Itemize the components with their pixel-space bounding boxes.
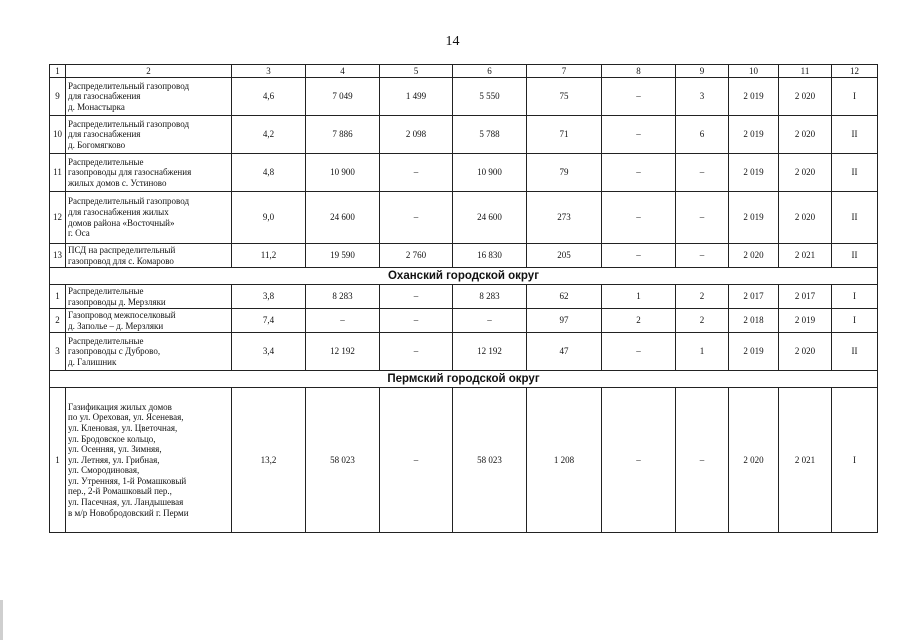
header-cell: 7: [527, 65, 602, 78]
table-cell: 7 049: [306, 78, 380, 116]
table-cell: –: [602, 154, 676, 192]
table-cell: 2 020: [729, 244, 779, 268]
section-title: Оханский городской округ: [50, 268, 878, 285]
table-cell: 1 208: [527, 388, 602, 533]
table-row: [50, 78, 878, 116]
table-cell: 4,2: [232, 116, 306, 154]
table-cell: 205: [527, 244, 602, 268]
table-cell: 13: [50, 244, 66, 268]
object-name-cell: ПСД на распределительный газопровод для с. Комарово: [66, 244, 232, 268]
header-cell: 1: [50, 65, 66, 78]
section-title: Пермский городской округ: [50, 371, 878, 388]
table-cell: 79: [527, 154, 602, 192]
table-row: [50, 192, 878, 244]
table-cell: 8 283: [453, 285, 527, 309]
table-cell: 1 499: [380, 78, 453, 116]
table-cell: 58 023: [306, 388, 380, 533]
table-cell: 10 900: [306, 154, 380, 192]
table-cell: 4,8: [232, 154, 306, 192]
table-cell: 1: [602, 285, 676, 309]
table-cell: 2: [50, 309, 66, 333]
header-cell: 10: [729, 65, 779, 78]
section-row: [50, 268, 878, 285]
table-row: [50, 333, 878, 371]
table-cell: 2 098: [380, 116, 453, 154]
table-cell: 3: [50, 333, 66, 371]
table-cell: 9: [50, 78, 66, 116]
table-cell: –: [602, 116, 676, 154]
gas-pipeline-table: [49, 64, 878, 533]
table-cell: I: [832, 78, 878, 116]
table-row: [50, 388, 878, 533]
table-cell: 3,8: [232, 285, 306, 309]
object-name-cell: Распределительный газопровод для газоснабжения жилых домов района «Восточный» г. Оса: [66, 192, 232, 244]
table-cell: 24 600: [453, 192, 527, 244]
table-cell: 9,0: [232, 192, 306, 244]
page-number: 14: [445, 34, 460, 49]
table-cell: 2 020: [779, 333, 832, 371]
table-cell: 5 788: [453, 116, 527, 154]
table-cell: 4,6: [232, 78, 306, 116]
table-row: [50, 285, 878, 309]
object-name-cell: Газопровод межпоселковый д. Заполье – д. Мерзляки: [66, 309, 232, 333]
table-cell: 2 019: [729, 333, 779, 371]
table-cell: 3: [676, 78, 729, 116]
table-cell: –: [380, 285, 453, 309]
table-cell: –: [602, 192, 676, 244]
object-name-cell: Распределительный газопровод для газоснабжения д. Монастырка: [66, 78, 232, 116]
table-cell: 24 600: [306, 192, 380, 244]
table-cell: 8 283: [306, 285, 380, 309]
table-cell: 2 019: [729, 116, 779, 154]
table-cell: –: [676, 388, 729, 533]
table-cell: 2 021: [779, 388, 832, 533]
table-cell: 2 019: [729, 192, 779, 244]
table-cell: 2 017: [779, 285, 832, 309]
table-row: [50, 244, 878, 268]
header-cell: 8: [602, 65, 676, 78]
header-cell: 2: [66, 65, 232, 78]
object-name-cell: Распределительные газопроводы с Дуброво, д. Галишник: [66, 333, 232, 371]
table-cell: 11,2: [232, 244, 306, 268]
table-cell: –: [380, 388, 453, 533]
table-cell: II: [832, 244, 878, 268]
table-cell: 2 021: [779, 244, 832, 268]
table-cell: –: [602, 78, 676, 116]
table-cell: 2: [602, 309, 676, 333]
table-cell: 2 020: [779, 192, 832, 244]
table-cell: 10: [50, 116, 66, 154]
table-cell: 19 590: [306, 244, 380, 268]
table-cell: I: [832, 285, 878, 309]
table-cell: II: [832, 116, 878, 154]
table-cell: 10 900: [453, 154, 527, 192]
scan-edge-mark: [0, 600, 3, 640]
table-cell: –: [602, 388, 676, 533]
table-cell: 62: [527, 285, 602, 309]
object-name-cell: Распределительные газопроводы д. Мерзляки: [66, 285, 232, 309]
table-cell: 12 192: [306, 333, 380, 371]
table-cell: 5 550: [453, 78, 527, 116]
table-cell: 2 020: [779, 116, 832, 154]
table-cell: –: [453, 309, 527, 333]
table-cell: 2 020: [729, 388, 779, 533]
object-name-cell: Распределительные газопроводы для газоснабжения жилых домов с. Устиново: [66, 154, 232, 192]
table-cell: II: [832, 192, 878, 244]
table-cell: II: [832, 333, 878, 371]
table-cell: 47: [527, 333, 602, 371]
table-cell: 3,4: [232, 333, 306, 371]
table-cell: –: [602, 244, 676, 268]
header-cell: 4: [306, 65, 380, 78]
table-cell: –: [676, 244, 729, 268]
table-cell: –: [676, 154, 729, 192]
object-name-cell: Газификация жилых домов по ул. Ореховая, ул. Ясеневая, ул. Кленовая, ул. Цветочная, ул. Бродовское кольцо, ул. Осенняя, ул. Зимняя, ул. Летняя, ул. Грибная, ул. Смородиновая, ул. Утренняя, 1-й Ромашковый пер., 2-й Ромашковый пер., ул. Пасечная, ул. Ландышевая в м/р Новобродовский г. Перми: [66, 388, 232, 533]
header-cell: 12: [832, 65, 878, 78]
table-cell: 12: [50, 192, 66, 244]
table-cell: 7,4: [232, 309, 306, 333]
table-cell: 2 018: [729, 309, 779, 333]
table-cell: –: [306, 309, 380, 333]
table-cell: II: [832, 154, 878, 192]
header-cell: 6: [453, 65, 527, 78]
object-name-cell: Распределительный газопровод для газоснабжения д. Богомягково: [66, 116, 232, 154]
table-cell: 2 020: [779, 154, 832, 192]
table-cell: 7 886: [306, 116, 380, 154]
table-row: [50, 116, 878, 154]
table-cell: 58 023: [453, 388, 527, 533]
header-row: [50, 65, 878, 78]
header-cell: 11: [779, 65, 832, 78]
table-cell: 2 020: [779, 78, 832, 116]
header-cell: 5: [380, 65, 453, 78]
table-cell: 1: [676, 333, 729, 371]
table-cell: 2 019: [779, 309, 832, 333]
table-cell: 6: [676, 116, 729, 154]
table-cell: 12 192: [453, 333, 527, 371]
table-cell: 97: [527, 309, 602, 333]
header-cell: 9: [676, 65, 729, 78]
header-cell: 3: [232, 65, 306, 78]
table-cell: –: [380, 192, 453, 244]
table-cell: 13,2: [232, 388, 306, 533]
table-cell: 71: [527, 116, 602, 154]
section-row: [50, 371, 878, 388]
table-cell: –: [380, 309, 453, 333]
table-cell: I: [832, 309, 878, 333]
table-cell: –: [676, 192, 729, 244]
table-cell: –: [602, 333, 676, 371]
table-cell: 2 017: [729, 285, 779, 309]
table-cell: –: [380, 333, 453, 371]
table-cell: 2 019: [729, 78, 779, 116]
table-cell: 75: [527, 78, 602, 116]
table-cell: I: [832, 388, 878, 533]
table-cell: 1: [50, 285, 66, 309]
table-row: [50, 309, 878, 333]
table-cell: 273: [527, 192, 602, 244]
table-cell: –: [380, 154, 453, 192]
table-cell: 2: [676, 285, 729, 309]
table-cell: 11: [50, 154, 66, 192]
table-cell: 2 760: [380, 244, 453, 268]
table-cell: 1: [50, 388, 66, 533]
table-cell: 2: [676, 309, 729, 333]
table-cell: 2 019: [729, 154, 779, 192]
table-row: [50, 154, 878, 192]
table-cell: 16 830: [453, 244, 527, 268]
